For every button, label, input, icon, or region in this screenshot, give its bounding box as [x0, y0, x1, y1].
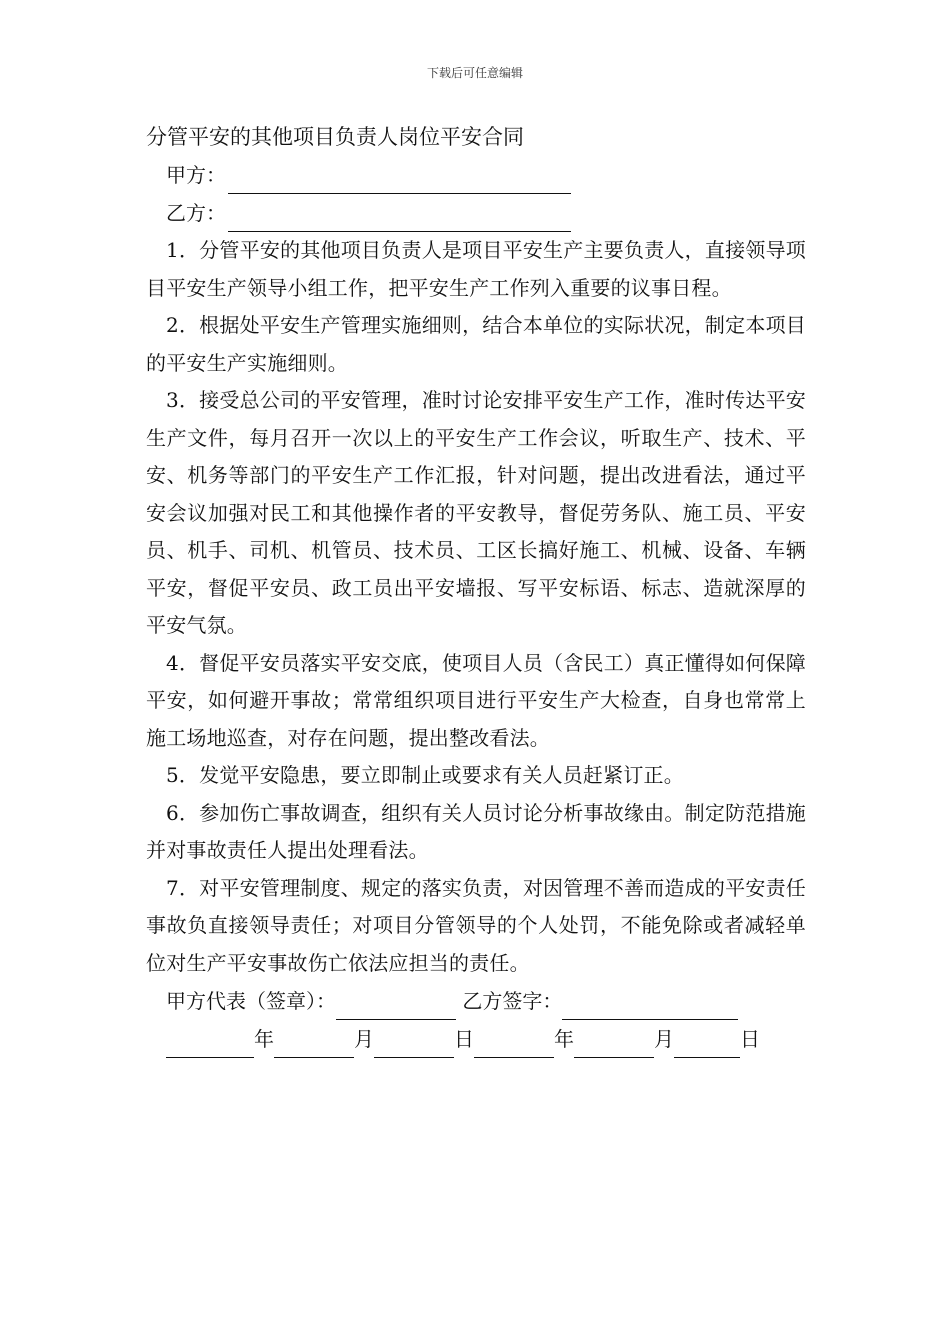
clause-1: 1．分管平安的其他项目负责人是项目平安生产主要负责人，直接领导项目平安生产领导小组工作，把平安生产工作列入重要的议事日程。	[146, 238, 806, 300]
clause-3: 3．接受总公司的平安管理，准时讨论安排平安生产工作，准时传达平安生产文件，每月召开一次以上的平安生产工作会议，听取生产、技术、平安、机务等部门的平安生产工作汇报，针对问题，提出改进看法，通过平安会议加强对民工和其他操作者的平安教导，督促劳务队、施工员、平安员、机手、司机、机管员、技术员、工区长搞好施工、机械、设备、车辆平安，督促平安员、政工员出平安墙报、写平安标语、标志、造就深厚的平安气氛。	[146, 388, 806, 637]
date-b-day-label: 日	[740, 1027, 760, 1051]
party-a-blank[interactable]	[228, 169, 571, 194]
party-b-blank[interactable]	[228, 207, 571, 232]
document-body	[146, 120, 806, 1058]
date-b-month-label: 月	[654, 1027, 674, 1051]
document-title: 分管平安的其他项目负责人岗位平安合同	[146, 125, 524, 149]
date-a-day-label: 日	[454, 1027, 474, 1051]
date-row	[146, 1020, 806, 1058]
clause-4: 4．督促平安员落实平安交底，使项目人员（含民工）真正懂得如何保障平安，如何避开事故；常常组织项目进行平安生产大检查，自身也常常上施工场地巡查，对存在问题，提出整改看法。	[146, 650, 806, 750]
date-b-month-blank[interactable]	[574, 1033, 654, 1058]
date-a-day-blank[interactable]	[374, 1033, 454, 1058]
date-a-year-label: 年	[254, 1027, 274, 1051]
clause-5: 5．发觉平安隐患，要立即制止或要求有关人员赶紧订正。	[166, 763, 684, 787]
party-a-label: 甲方：	[166, 163, 226, 187]
date-b-year-blank[interactable]	[474, 1033, 554, 1058]
header-note: 下载后可任意编辑	[426, 66, 523, 80]
party-a-rep-blank[interactable]	[336, 995, 456, 1020]
party-b-label: 乙方：	[166, 201, 226, 225]
clause-6: 6．参加伤亡事故调查，组织有关人员讨论分析事故缘由。制定防范措施并对事故责任人提出处理看法。	[146, 800, 806, 862]
party-b-line	[146, 194, 806, 232]
clause-7: 7．对平安管理制度、规定的落实负责，对因管理不善而造成的平安责任事故负直接领导责任；对项目分管领导的个人处罚，不能免除或者减轻单位对生产平安事故伤亡依法应担当的责任。	[146, 875, 806, 975]
date-a-month-blank[interactable]	[274, 1033, 354, 1058]
signature-row	[146, 982, 806, 1020]
clause-2: 2．根据处平安生产管理实施细则，结合本单位的实际状况，制定本项目的平安生产实施细则。	[146, 313, 806, 375]
date-a-month-label: 月	[354, 1027, 374, 1051]
date-b-year-label: 年	[554, 1027, 574, 1051]
date-b-day-blank[interactable]	[674, 1033, 740, 1058]
party-b-sign-blank[interactable]	[562, 995, 738, 1020]
date-a-year-blank[interactable]	[166, 1033, 254, 1058]
party-a-line	[146, 156, 806, 194]
party-a-rep-label: 甲方代表（签章）：	[166, 989, 336, 1013]
party-b-sign-label: 乙方签字：	[462, 989, 563, 1013]
